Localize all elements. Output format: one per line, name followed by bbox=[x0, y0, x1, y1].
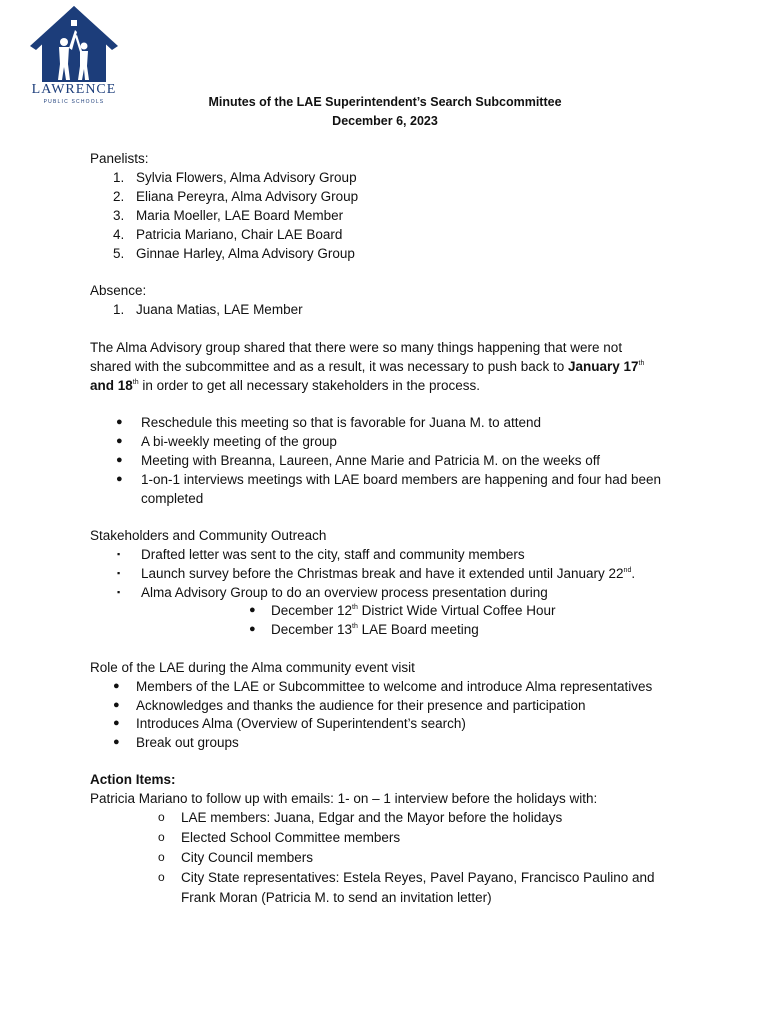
role-item: Members of the LAE or Subcommittee to welcome and introduce Alma representatives bbox=[136, 679, 653, 694]
document-title: Minutes of the LAE Superintendent’s Search Subcommittee bbox=[208, 95, 562, 109]
circle-bullet-icon: o bbox=[158, 810, 165, 824]
circle-bullet-icon: o bbox=[158, 870, 165, 884]
bullet-item: 1-on-1 interviews meetings with LAE board members are happening and four had been bbox=[141, 472, 662, 487]
square-bullet-icon: ▪ bbox=[117, 568, 121, 578]
list-number: 1. bbox=[113, 302, 125, 317]
action-item: Elected School Committee members bbox=[181, 830, 401, 845]
role-heading: Role of the LAE during the Alma community event visit bbox=[90, 660, 415, 675]
logo-subtitle: PUBLIC SCHOOLS bbox=[43, 99, 105, 105]
logo-name: LAWRENCE bbox=[31, 82, 117, 97]
square-bullet-icon: ▪ bbox=[117, 587, 121, 597]
list-number: 4. bbox=[113, 227, 125, 242]
bullet-item: A bi-weekly meeting of the group bbox=[141, 434, 337, 449]
bullet-icon: ● bbox=[249, 623, 256, 635]
circle-bullet-icon: o bbox=[158, 830, 165, 844]
role-item: Introduces Alma (Overview of Superintendent’s search) bbox=[136, 716, 466, 731]
action-item: City Council members bbox=[181, 850, 314, 865]
action-item-continued: Frank Moran (Patricia M. to send an invitation letter) bbox=[181, 890, 492, 905]
absence-item: Juana Matias, LAE Member bbox=[136, 302, 303, 317]
intro-line-1: The Alma Advisory group shared that there were so many things happening that were not bbox=[90, 340, 623, 355]
bullet-icon: ● bbox=[113, 699, 120, 711]
outreach-subitem: December 13th LAE Board meeting bbox=[271, 622, 479, 637]
document-date: December 6, 2023 bbox=[332, 114, 438, 128]
bullet-icon: ● bbox=[113, 717, 120, 729]
lawrence-logo bbox=[26, 6, 122, 106]
bullet-icon: ● bbox=[116, 416, 123, 428]
list-number: 3. bbox=[113, 208, 125, 223]
role-item: Acknowledges and thanks the audience for their presence and participation bbox=[136, 698, 586, 713]
bullet-icon: ● bbox=[116, 473, 123, 485]
house-children-logo-icon bbox=[26, 6, 122, 84]
outreach-item: Alma Advisory Group to do an overview process presentation during bbox=[141, 585, 548, 600]
bullet-item: Reschedule this meeting so that is favorable for Juana M. to attend bbox=[141, 415, 541, 430]
bullet-icon: ● bbox=[249, 604, 256, 616]
absence-heading: Absence: bbox=[90, 283, 147, 298]
square-bullet-icon: ▪ bbox=[117, 549, 121, 559]
panelist-item: Sylvia Flowers, Alma Advisory Group bbox=[136, 170, 357, 185]
intro-line-3: and 18th in order to get all necessary stakeholders in the process. bbox=[90, 378, 481, 393]
action-item: City State representatives: Estela Reyes, Pavel Payano, Francisco Paulino and bbox=[181, 870, 655, 885]
panelist-item: Patricia Mariano, Chair LAE Board bbox=[136, 227, 343, 242]
bullet-item: Meeting with Breanna, Laureen, Anne Marie and Patricia M. on the weeks off bbox=[141, 453, 601, 468]
bullet-icon: ● bbox=[116, 454, 123, 466]
outreach-subitem: December 12th District Wide Virtual Coffee Hour bbox=[271, 603, 556, 618]
list-number: 5. bbox=[113, 246, 125, 261]
list-number: 2. bbox=[113, 189, 125, 204]
action-items-heading: Action Items: bbox=[90, 772, 176, 787]
outreach-item: Launch survey before the Christmas break and have it extended until January 22nd. bbox=[141, 566, 636, 581]
outreach-item: Drafted letter was sent to the city, staff and community members bbox=[141, 547, 525, 562]
bullet-icon: ● bbox=[116, 435, 123, 447]
outreach-heading: Stakeholders and Community Outreach bbox=[90, 528, 327, 543]
role-item: Break out groups bbox=[136, 735, 239, 750]
panelists-heading: Panelists: bbox=[90, 151, 149, 166]
bullet-item-continued: completed bbox=[141, 491, 204, 506]
action-item: LAE members: Juana, Edgar and the Mayor before the holidays bbox=[181, 810, 563, 825]
panelist-item: Maria Moeller, LAE Board Member bbox=[136, 208, 344, 223]
circle-bullet-icon: o bbox=[158, 850, 165, 864]
panelist-item: Eliana Pereyra, Alma Advisory Group bbox=[136, 189, 359, 204]
bullet-icon: ● bbox=[113, 680, 120, 692]
bullet-icon: ● bbox=[113, 736, 120, 748]
list-number: 1. bbox=[113, 170, 125, 185]
panelist-item: Ginnae Harley, Alma Advisory Group bbox=[136, 246, 355, 261]
action-items-intro: Patricia Mariano to follow up with emails: 1- on – 1 interview before the holidays with: bbox=[90, 791, 598, 806]
intro-line-2: shared with the subcommittee and as a result, it was necessary to push back to January 17th bbox=[90, 359, 645, 374]
